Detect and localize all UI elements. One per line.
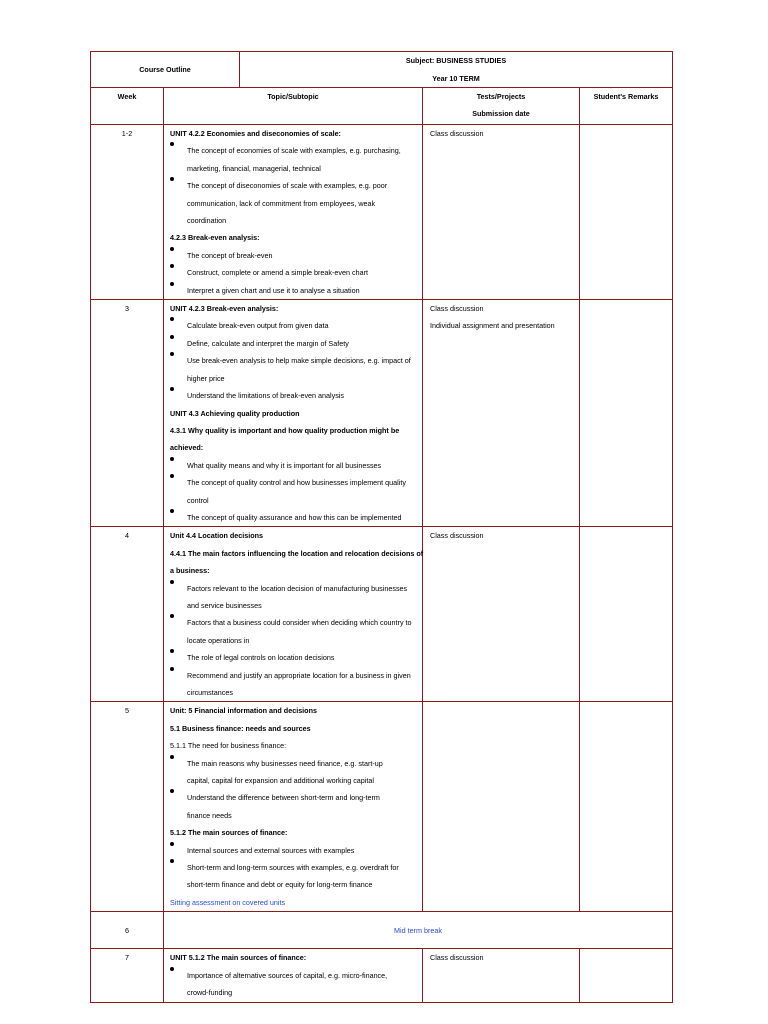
- tests-cell: [423, 300, 580, 527]
- remarks-cell: [580, 702, 673, 912]
- col-week: Week: [91, 88, 164, 125]
- week-number: 3: [125, 304, 129, 314]
- unit-heading: 5.1.2 The main sources of finance:: [170, 828, 288, 838]
- bullet-continuation: circumstances: [187, 688, 233, 697]
- subject-title: Subject: BUSINESS STUDIES: [405, 56, 507, 66]
- mid-term-break-label: Mid term break: [164, 912, 673, 949]
- bullet-continuation: marketing, financial, managerial, technical: [187, 163, 321, 173]
- bullet-item: Understand the limitations of break-even analysis: [170, 387, 422, 404]
- week-cell: [91, 527, 164, 702]
- remarks-cell: [580, 527, 673, 702]
- week-cell: [91, 949, 164, 1002]
- table-row: [91, 300, 673, 527]
- col-topic: Topic/Subtopic: [164, 88, 423, 125]
- bullet-continuation: control: [187, 495, 209, 505]
- bullet-continuation: and service businesses: [187, 600, 262, 610]
- topic-cell: [164, 125, 423, 300]
- test-item: Class discussion: [430, 531, 484, 541]
- bullet-item: The main reasons why businesses need finance, e.g. start-up: [170, 755, 422, 772]
- remarks-cell: [580, 949, 673, 1002]
- tests-cell: [423, 125, 580, 300]
- bullet-continuation: short-term finance and debt or equity for long-term finance: [187, 880, 373, 890]
- bullet-item: Construct, complete or amend a simple break-even chart: [170, 264, 422, 281]
- subtopic-heading: 5.1.1 The need for business finance:: [170, 741, 287, 751]
- table-row: [91, 125, 673, 300]
- unit-heading: 5.1 Business finance: needs and sources: [170, 723, 311, 733]
- unit-heading: UNIT 4.2.3 Break-even analysis:: [170, 304, 279, 314]
- table-row: [91, 527, 673, 702]
- bullet-item: The concept of break-even: [170, 247, 422, 264]
- week-number: 1-2: [121, 129, 133, 138]
- bullet-item: Factors that a business could consider when deciding which country to: [170, 614, 422, 631]
- break-row: [91, 912, 673, 949]
- unit-heading: a business:: [170, 566, 210, 576]
- bullet-item: Factors relevant to the location decision of manufacturing businesses: [170, 580, 422, 597]
- week-cell: 6: [91, 912, 164, 949]
- bullet-continuation: crowd-funding: [187, 988, 233, 998]
- week-cell: [91, 300, 164, 527]
- test-item: Class discussion: [430, 129, 484, 138]
- bullet-item: What quality means and why it is important for all businesses: [170, 457, 422, 474]
- bullet-continuation: communication, lack of commitment from employees, weak: [187, 198, 376, 208]
- test-item: Class discussion: [430, 304, 484, 314]
- bullet-continuation: locate operations in: [187, 635, 250, 645]
- week-number: 4: [125, 531, 129, 541]
- bullet-item: Interpret a given chart and use it to analyse a situation: [170, 282, 422, 299]
- unit-heading: UNIT 5.1.2 The main sources of finance:: [170, 953, 307, 963]
- test-item: Class discussion: [430, 953, 484, 963]
- bullet-item: The concept of quality assurance and how this can be implemented: [170, 509, 422, 526]
- bullet-item: Internal sources and external sources with examples: [170, 842, 422, 859]
- test-item: Individual assignment and presentation: [430, 321, 555, 331]
- unit-heading: 4.3.1 Why quality is important and how quality production might be: [170, 425, 400, 435]
- unit-heading: UNIT 4.3 Achieving quality production: [170, 408, 300, 418]
- week-number: 7: [125, 953, 129, 963]
- assessment-note: Sitting assessment on covered units: [170, 897, 286, 907]
- unit-heading: Unit: 5 Financial information and decisions: [170, 706, 317, 716]
- topic-cell: [164, 949, 423, 1002]
- week-number: 5: [125, 706, 129, 716]
- bullet-item: The concept of diseconomies of scale with examples, e.g. poor: [170, 177, 422, 194]
- bullet-item: Use break-even analysis to help make simple decisions, e.g. impact of: [170, 352, 422, 369]
- course-outline-table: [90, 51, 673, 1003]
- bullet-continuation: coordination: [187, 216, 227, 226]
- topic-cell: [164, 702, 423, 912]
- bullet-continuation: higher price: [187, 373, 225, 383]
- table-row: [91, 949, 673, 1002]
- bullet-item: Calculate break-even output from given data: [170, 317, 422, 334]
- bullet-item: The concept of economies of scale with examples, e.g. purchasing,: [170, 142, 422, 159]
- remarks-cell: [580, 300, 673, 527]
- unit-heading: Unit 4.4 Location decisions: [170, 531, 264, 541]
- bullet-item: Short-term and long-term sources with examples, e.g. overdraft for: [170, 859, 422, 876]
- bullet-item: The concept of quality control and how businesses implement quality: [170, 474, 422, 491]
- col-tests: Tests/Projects Submission date: [423, 88, 580, 125]
- course-outline-label: Course Outline: [91, 52, 240, 88]
- table-row: [91, 702, 673, 912]
- topic-cell: [164, 527, 423, 702]
- bullet-continuation: capital, capital for expansion and additional working capital: [187, 776, 374, 786]
- bullet-item: Understand the difference between short-term and long-term: [170, 789, 422, 806]
- tests-cell: [423, 527, 580, 702]
- week-cell: [91, 125, 164, 300]
- unit-heading: 4.4.1 The main factors influencing the location and relocation decisions of: [170, 548, 424, 558]
- bullet-item: The role of legal controls on location decisions: [170, 649, 422, 666]
- tests-cell: [423, 949, 580, 1002]
- unit-heading: achieved:: [170, 443, 204, 453]
- tests-cell: [423, 702, 580, 912]
- unit-heading: UNIT 4.2.2 Economies and diseconomies of scale:: [170, 129, 341, 138]
- bullet-item: Importance of alternative sources of capital, e.g. micro-finance,: [170, 967, 422, 984]
- bullet-item: Recommend and justify an appropriate location for a business in given: [170, 667, 422, 684]
- bullet-item: Define, calculate and interpret the margin of Safety: [170, 335, 422, 352]
- week-cell: [91, 702, 164, 912]
- remarks-cell: [580, 125, 673, 300]
- subject-cell: [240, 52, 673, 88]
- topic-cell: [164, 300, 423, 527]
- unit-heading: 4.2.3 Break-even analysis:: [170, 233, 260, 243]
- term-title: Year 10 TERM: [432, 73, 480, 83]
- col-remarks: Student's Remarks: [580, 88, 673, 125]
- bullet-continuation: finance needs: [187, 810, 232, 820]
